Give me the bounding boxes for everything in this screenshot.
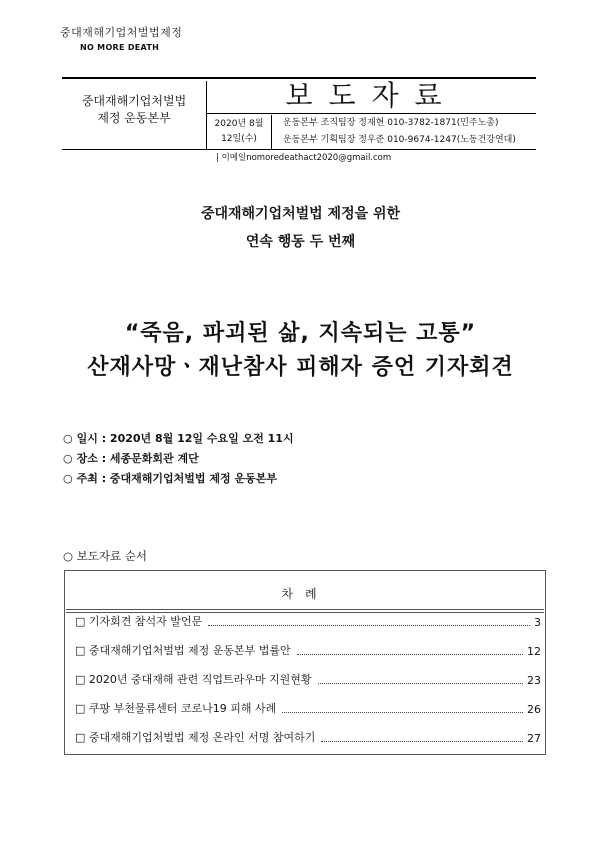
toc-item-label: 2020년 중대재해 관련 직업트라우마 지원현황 — [88, 673, 312, 686]
main-title-line2: 산재사망ㆍ재난참사 피해자 증언 기자회견 — [87, 355, 514, 380]
release-date — [207, 115, 272, 149]
logo-english-text: NO MORE DEATH — [80, 43, 160, 52]
event-place-text: 장소 : 세종문화회관 계단 — [76, 452, 199, 465]
contact-item: 운동본부 기획팀장 정우준 010-9674-1247(노동건강연대) — [283, 135, 516, 145]
header-middle-rule — [207, 113, 536, 114]
checkbox-icon: □ — [75, 673, 86, 686]
dot-leader — [297, 654, 523, 655]
toc-item[interactable] — [75, 673, 541, 687]
event-host-text: 주최 : 중대재해기업처벌법 제정 운동본부 — [76, 472, 277, 485]
subtitle-line1: 중대재해기업처벌법 제정을 위한 — [200, 206, 401, 222]
toc-item-label: 중대재해기업처벌법 제정 운동본부 법률안 — [88, 644, 291, 657]
checkbox-icon: □ — [75, 731, 86, 744]
dot-leader — [208, 625, 530, 626]
toc-title: 차례 — [281, 587, 329, 601]
bullet-icon: ○ — [63, 472, 73, 485]
checkbox-icon: □ — [75, 644, 86, 657]
toc-item-page: 26 — [527, 703, 541, 716]
toc-item-page: 27 — [527, 732, 541, 745]
toc-item-label: 쿠팡 부천물류센터 코로나19 피해 사례 — [88, 702, 277, 715]
toc-item[interactable] — [75, 644, 541, 658]
header-bottom-rule — [62, 149, 536, 150]
toc-item-page: 23 — [527, 674, 541, 687]
contact-list — [275, 115, 536, 149]
bullet-icon: ○ — [63, 432, 73, 445]
press-release-title: 보도자료 — [285, 79, 458, 112]
logo-korean-text: 중대재해기업처벌법제정 — [60, 26, 183, 39]
event-date-text: 일시 : 2020년 8월 12일 수요일 오전 11시 — [76, 432, 294, 445]
table-of-contents — [64, 570, 546, 755]
toc-item[interactable] — [75, 731, 541, 745]
event-date — [63, 430, 294, 446]
toc-item-page: 3 — [534, 616, 541, 629]
dot-leader — [282, 712, 523, 713]
press-header — [62, 77, 536, 163]
release-date-line1: 2020년 8월 — [214, 119, 264, 129]
toc-item[interactable] — [75, 702, 541, 716]
release-date-line2: 12일(수) — [221, 134, 257, 144]
checkbox-icon: □ — [75, 615, 86, 628]
subtitle-line2: 연속 행동 두 번째 — [245, 234, 356, 250]
dot-leader — [318, 683, 523, 684]
contact-email[interactable]: | 이메일nomoredeathact2020@gmail.com — [216, 153, 392, 163]
main-title-line1: “죽음, 파괴된 삶, 지속되는 고통” — [124, 321, 477, 346]
dot-leader — [321, 741, 523, 742]
toc-heading: ○ 보도자료 순서 — [63, 549, 147, 563]
event-host — [63, 470, 277, 486]
logo — [60, 24, 182, 52]
org-name-line2: 제정 운동본부 — [97, 111, 171, 125]
org-name-line1: 중대재해기업처벌법 — [81, 94, 187, 108]
event-place — [63, 450, 199, 466]
toc-item-page: 12 — [527, 645, 541, 658]
bullet-icon: ○ — [63, 452, 73, 465]
toc-item-label: 기자회견 참석자 발언문 — [88, 615, 203, 628]
organization-box — [62, 81, 207, 149]
toc-item[interactable] — [75, 615, 541, 629]
checkbox-icon: □ — [75, 702, 86, 715]
contact-item: 운동본부 조직팀장 정재현 010-3782-1871(민주노총) — [283, 118, 499, 128]
toc-item-label: 중대재해기업처벌법 제정 온라인 서명 참여하기 — [88, 731, 316, 744]
